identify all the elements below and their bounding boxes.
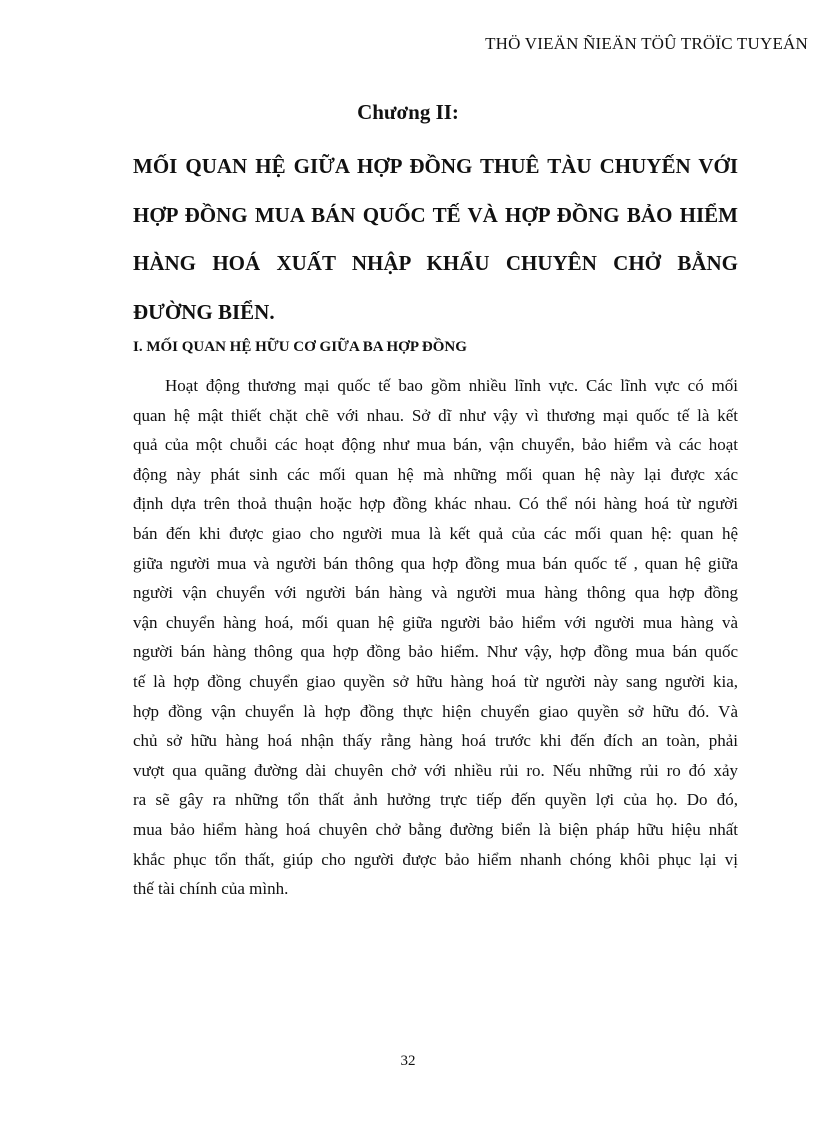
body-paragraph	[133, 371, 738, 904]
paragraph-line: vận chuyển hàng hoá, mối quan hệ giữa người bảo hiểm với người mua hàng và	[133, 612, 738, 632]
paragraph-line: người bán hàng thông qua hợp đồng bảo hiểm. Như vậy, hợp đồng mua bán quốc	[133, 642, 738, 662]
paragraph-line: khắc phục tổn thất, giúp cho người được bảo hiểm nhanh chóng khôi phục lại vị	[133, 849, 738, 869]
chapter-title	[133, 142, 738, 336]
chapter-title-line: HÀNG HOÁ XUẤT NHẬP KHẨU CHUYÊN CHỞ BẰNG	[133, 251, 738, 275]
paragraph-line: vượt qua quãng đường dài chuyên chở với nhiều rủi ro. Nếu những rủi ro đó xảy	[133, 760, 738, 780]
page-number: 32	[400, 1053, 416, 1069]
paragraph-line: chủ sở hữu hàng hoá nhận thấy rằng hàng hoá trước khi đến đích an toàn, phải	[133, 731, 738, 751]
paragraph-line: người vận chuyển với người bán hàng và người mua hàng thông qua hợp đồng	[133, 583, 738, 603]
paragraph-line: định dựa trên thoả thuận hoặc hợp đồng khác nhau. Có thể nói hàng hoá từ người	[133, 494, 738, 514]
paragraph-line: ra sẽ gây ra những tổn thất ảnh hưởng trực tiếp đến quyền lợi của họ. Do đó,	[133, 790, 738, 810]
paragraph-line: giữa người mua và người bán thông qua hợp đồng mua bán quốc tế , quan hệ giữa	[133, 553, 738, 573]
paragraph-line: quả của một chuỗi các hoạt động như mua bán, vận chuyển, bảo hiểm và các hoạt	[133, 435, 738, 455]
chapter-title-line: HỢP ĐỒNG MUA BÁN QUỐC TẾ VÀ HỢP ĐỒNG BẢO HIỂM	[133, 202, 738, 227]
paragraph-line: tế là hợp đồng chuyển giao quyền sở hữu hàng hoá từ người này sang người kia,	[133, 671, 738, 691]
paragraph-line: mua bảo hiểm hàng hoá chuyên chở bằng đường biển là biện pháp hữu hiệu nhất	[133, 819, 738, 839]
chapter-label: Chương II:	[357, 100, 459, 124]
paragraph-line: hợp đồng vận chuyển là hợp đồng thực hiện chuyển giao quyền sở hữu đó. Và	[133, 701, 738, 721]
paragraph-line: thế tài chính của mình.	[133, 879, 289, 899]
paragraph-line: động này phát sinh các mối quan hệ mà những mối quan hệ này lại được xác	[133, 464, 738, 484]
chapter-title-line: MỐI QUAN HỆ GIỮA HỢP ĐỒNG THUÊ TÀU CHUYẾN VỚI	[133, 154, 738, 178]
running-header: THÖ VIEÄN ÑIEÄN TÖÛ TRÖÏC TUYEÁN	[485, 34, 808, 53]
paragraph-line: Hoạt động thương mại quốc tế bao gồm nhiều lĩnh vực. Các lĩnh vực có mối	[165, 376, 738, 395]
chapter-title-line: ĐƯỜNG BIỂN.	[133, 299, 275, 324]
paragraph-line: quan hệ mật thiết chặt chẽ với nhau. Sở dĩ như vậy vì thương mại quốc tế là kết	[133, 405, 738, 425]
paragraph-line: bán đến khi được giao cho người mua là kết quả của các mối quan hệ: quan hệ	[133, 523, 738, 543]
section-heading: I. MỐI QUAN HỆ HỮU CƠ GIỮA BA HỢP ĐỒNG	[133, 339, 467, 355]
